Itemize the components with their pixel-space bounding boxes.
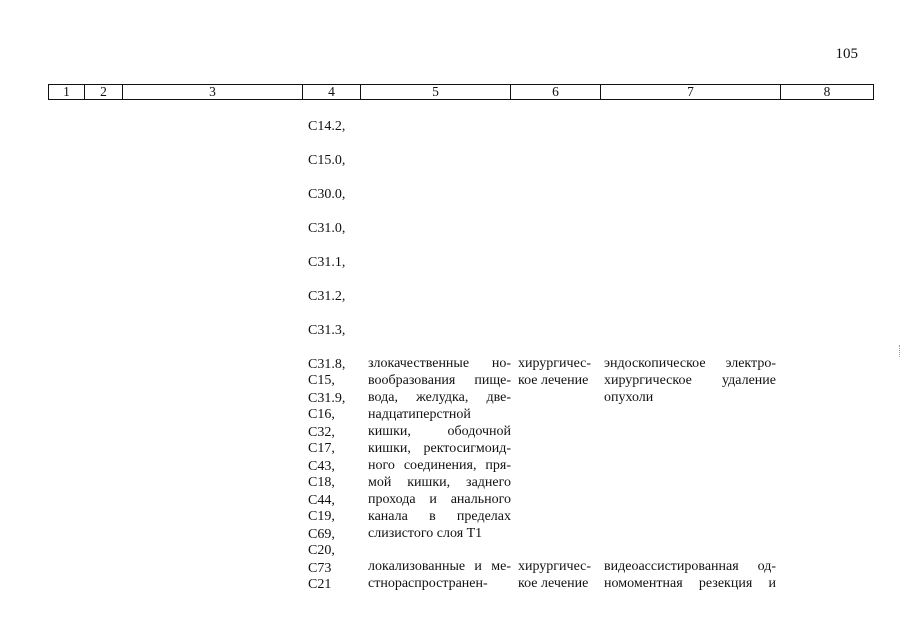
icd-code: C30.0, [308, 187, 346, 202]
treatment-line: хирургичес- [518, 559, 592, 574]
header-cell-7: 7 [601, 85, 781, 99]
icd-code: C31.1, [308, 255, 346, 270]
icd-codes-block-b [308, 355, 335, 610]
treatment-cell-block-b [518, 355, 598, 389]
table-header-row [48, 84, 874, 100]
header-cell-8: 8 [823, 84, 831, 99]
icd-code: C32, [308, 425, 335, 440]
header-cell-3: 3 [123, 85, 303, 99]
scan-edge-mark [899, 345, 902, 357]
method-line: хирургическое удаление [604, 373, 776, 388]
header-cell-4: 4 [303, 85, 361, 99]
diagnosis-line: канала в пределах [368, 509, 511, 524]
icd-code: C31.0, [308, 221, 346, 236]
diagnosis-line: локализованные и ме- [368, 559, 511, 574]
icd-code: C20, [308, 543, 335, 558]
icd-code: C18, [308, 475, 335, 490]
icd-code: C31.3, [308, 323, 346, 338]
method-line: номоментная резекция и [604, 576, 776, 591]
icd-code: C31.2, [308, 289, 346, 304]
diagnosis-line: ного соединения, пря- [368, 458, 511, 473]
method-line: опухоли [604, 390, 654, 405]
diagnosis-line: слизистого слоя T1 [368, 526, 483, 541]
diagnosis-line: вода, желудка, две- [368, 390, 511, 405]
icd-code: C19, [308, 509, 335, 524]
diagnosis-line: кишки, ректосигмоид- [368, 441, 511, 456]
diagnosis-line: стнораспространен- [368, 576, 488, 591]
header-cell-1: 1 [49, 85, 85, 99]
treatment-cell-block-c [518, 558, 598, 592]
method-cell-block-b [604, 355, 776, 406]
diagnosis-line: злокачественные но- [368, 356, 511, 371]
treatment-line: кое лечение [518, 576, 589, 591]
diagnosis-line: вообразования пище- [368, 373, 511, 388]
icd-code: C31.9, [308, 391, 346, 406]
icd-code: C69, [308, 527, 335, 542]
diagnosis-line: кишки, ободочной [368, 424, 511, 439]
header-cell-2: 2 [85, 85, 123, 99]
icd-code: C15, [308, 373, 335, 388]
diagnosis-line: надцатиперстной [368, 407, 471, 422]
icd-code: C43, [308, 459, 335, 474]
icd-code: C15.0, [308, 153, 346, 168]
icd-code: C21 [308, 577, 332, 592]
diagnosis-cell-block-b [368, 355, 511, 542]
icd-code: C16, [308, 407, 335, 422]
diagnosis-cell-block-c [368, 558, 511, 592]
treatment-line: кое лечение [518, 373, 589, 388]
icd-code: C31.8, [308, 357, 346, 372]
method-line: эндоскопическое электро- [604, 356, 776, 371]
icd-code: C14.2, [308, 119, 346, 134]
header-cell-6: 6 [511, 85, 601, 99]
diagnosis-line: прохода и анального [368, 492, 511, 507]
treatment-line: хирургичес- [518, 356, 592, 371]
icd-code: C73 [308, 561, 332, 576]
header-cell-5: 5 [361, 85, 511, 99]
diagnosis-line: мой кишки, заднего [368, 475, 511, 490]
page-number: 105 [835, 46, 858, 62]
method-line: видеоассистированная од- [604, 559, 776, 574]
method-cell-block-c [604, 558, 776, 592]
icd-code: C17, [308, 441, 335, 456]
icd-code: C44, [308, 493, 335, 508]
